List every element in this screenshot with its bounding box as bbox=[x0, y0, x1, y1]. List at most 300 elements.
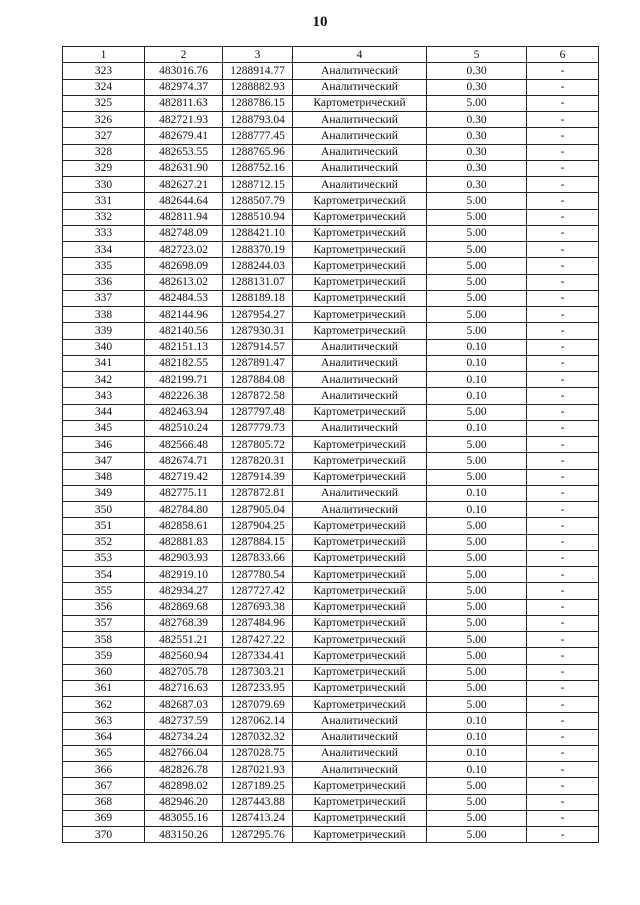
x-coordinate-cell: 482199.71 bbox=[145, 372, 223, 388]
column-header: 5 bbox=[427, 47, 527, 63]
point-number-cell: 332 bbox=[63, 209, 145, 225]
x-coordinate-cell: 482811.63 bbox=[145, 95, 223, 111]
method-cell: Картометрический bbox=[293, 664, 427, 680]
accuracy-cell: 5.00 bbox=[427, 567, 527, 583]
x-coordinate-cell: 482698.09 bbox=[145, 258, 223, 274]
accuracy-cell: 5.00 bbox=[427, 225, 527, 241]
table-row bbox=[63, 469, 599, 485]
point-number-cell: 324 bbox=[63, 79, 145, 95]
note-cell: - bbox=[527, 388, 599, 404]
x-coordinate-cell: 482687.03 bbox=[145, 697, 223, 713]
accuracy-cell: 0.10 bbox=[427, 502, 527, 518]
note-cell: - bbox=[527, 697, 599, 713]
point-number-cell: 323 bbox=[63, 63, 145, 79]
accuracy-cell: 5.00 bbox=[427, 534, 527, 550]
accuracy-cell: 5.00 bbox=[427, 697, 527, 713]
table-row bbox=[63, 79, 599, 95]
x-coordinate-cell: 482510.24 bbox=[145, 420, 223, 436]
table-body bbox=[63, 63, 599, 843]
x-coordinate-cell: 483055.16 bbox=[145, 810, 223, 826]
table-row bbox=[63, 160, 599, 176]
accuracy-cell: 5.00 bbox=[427, 810, 527, 826]
table-row bbox=[63, 290, 599, 306]
x-coordinate-cell: 482974.37 bbox=[145, 79, 223, 95]
method-cell: Картометрический bbox=[293, 534, 427, 550]
x-coordinate-cell: 482719.42 bbox=[145, 469, 223, 485]
y-coordinate-cell: 1287954.27 bbox=[223, 307, 293, 323]
accuracy-cell: 5.00 bbox=[427, 437, 527, 453]
accuracy-cell: 0.10 bbox=[427, 388, 527, 404]
y-coordinate-cell: 1288507.79 bbox=[223, 193, 293, 209]
note-cell: - bbox=[527, 160, 599, 176]
accuracy-cell: 5.00 bbox=[427, 290, 527, 306]
accuracy-cell: 5.00 bbox=[427, 404, 527, 420]
table-row bbox=[63, 680, 599, 696]
y-coordinate-cell: 1288244.03 bbox=[223, 258, 293, 274]
method-cell: Аналитический bbox=[293, 144, 427, 160]
x-coordinate-cell: 482560.94 bbox=[145, 648, 223, 664]
x-coordinate-cell: 482919.10 bbox=[145, 567, 223, 583]
accuracy-cell: 0.10 bbox=[427, 713, 527, 729]
note-cell: - bbox=[527, 144, 599, 160]
x-coordinate-cell: 482723.02 bbox=[145, 242, 223, 258]
method-cell: Аналитический bbox=[293, 177, 427, 193]
note-cell: - bbox=[527, 225, 599, 241]
note-cell: - bbox=[527, 420, 599, 436]
method-cell: Картометрический bbox=[293, 95, 427, 111]
table-row bbox=[63, 355, 599, 371]
table-row bbox=[63, 794, 599, 810]
accuracy-cell: 0.10 bbox=[427, 355, 527, 371]
method-cell: Картометрический bbox=[293, 258, 427, 274]
accuracy-cell: 0.10 bbox=[427, 420, 527, 436]
y-coordinate-cell: 1288914.77 bbox=[223, 63, 293, 79]
table-row bbox=[63, 144, 599, 160]
y-coordinate-cell: 1287032.32 bbox=[223, 729, 293, 745]
note-cell: - bbox=[527, 79, 599, 95]
table-row bbox=[63, 420, 599, 436]
method-cell: Аналитический bbox=[293, 112, 427, 128]
y-coordinate-cell: 1287779.73 bbox=[223, 420, 293, 436]
note-cell: - bbox=[527, 729, 599, 745]
table-row bbox=[63, 778, 599, 794]
point-number-cell: 351 bbox=[63, 518, 145, 534]
point-number-cell: 365 bbox=[63, 745, 145, 761]
table-row bbox=[63, 193, 599, 209]
method-cell: Картометрический bbox=[293, 437, 427, 453]
method-cell: Картометрический bbox=[293, 242, 427, 258]
x-coordinate-cell: 482151.13 bbox=[145, 339, 223, 355]
table-header-row bbox=[63, 47, 599, 63]
note-cell: - bbox=[527, 437, 599, 453]
accuracy-cell: 5.00 bbox=[427, 632, 527, 648]
point-number-cell: 366 bbox=[63, 762, 145, 778]
accuracy-cell: 5.00 bbox=[427, 583, 527, 599]
method-cell: Картометрический bbox=[293, 778, 427, 794]
y-coordinate-cell: 1288765.96 bbox=[223, 144, 293, 160]
method-cell: Аналитический bbox=[293, 388, 427, 404]
note-cell: - bbox=[527, 680, 599, 696]
accuracy-cell: 0.30 bbox=[427, 128, 527, 144]
table-row bbox=[63, 550, 599, 566]
note-cell: - bbox=[527, 745, 599, 761]
point-number-cell: 330 bbox=[63, 177, 145, 193]
y-coordinate-cell: 1288712.15 bbox=[223, 177, 293, 193]
accuracy-cell: 5.00 bbox=[427, 307, 527, 323]
table-row bbox=[63, 388, 599, 404]
x-coordinate-cell: 482881.83 bbox=[145, 534, 223, 550]
method-cell: Картометрический bbox=[293, 567, 427, 583]
method-cell: Аналитический bbox=[293, 63, 427, 79]
x-coordinate-cell: 483016.76 bbox=[145, 63, 223, 79]
accuracy-cell: 0.30 bbox=[427, 160, 527, 176]
note-cell: - bbox=[527, 599, 599, 615]
point-number-cell: 358 bbox=[63, 632, 145, 648]
point-number-cell: 344 bbox=[63, 404, 145, 420]
method-cell: Картометрический bbox=[293, 323, 427, 339]
x-coordinate-cell: 482775.11 bbox=[145, 485, 223, 501]
y-coordinate-cell: 1287295.76 bbox=[223, 827, 293, 843]
table-row bbox=[63, 762, 599, 778]
point-number-cell: 350 bbox=[63, 502, 145, 518]
accuracy-cell: 5.00 bbox=[427, 453, 527, 469]
y-coordinate-cell: 1288882.93 bbox=[223, 79, 293, 95]
accuracy-cell: 5.00 bbox=[427, 615, 527, 631]
accuracy-cell: 5.00 bbox=[427, 258, 527, 274]
point-number-cell: 331 bbox=[63, 193, 145, 209]
y-coordinate-cell: 1287797.48 bbox=[223, 404, 293, 420]
note-cell: - bbox=[527, 112, 599, 128]
point-number-cell: 339 bbox=[63, 323, 145, 339]
table-row bbox=[63, 502, 599, 518]
x-coordinate-cell: 482766.04 bbox=[145, 745, 223, 761]
y-coordinate-cell: 1287334.41 bbox=[223, 648, 293, 664]
table-row bbox=[63, 599, 599, 615]
y-coordinate-cell: 1287872.81 bbox=[223, 485, 293, 501]
x-coordinate-cell: 482858.61 bbox=[145, 518, 223, 534]
note-cell: - bbox=[527, 534, 599, 550]
y-coordinate-cell: 1287884.08 bbox=[223, 372, 293, 388]
accuracy-cell: 5.00 bbox=[427, 550, 527, 566]
x-coordinate-cell: 482768.39 bbox=[145, 615, 223, 631]
note-cell: - bbox=[527, 794, 599, 810]
point-number-cell: 352 bbox=[63, 534, 145, 550]
note-cell: - bbox=[527, 648, 599, 664]
y-coordinate-cell: 1287303.21 bbox=[223, 664, 293, 680]
x-coordinate-cell: 482903.93 bbox=[145, 550, 223, 566]
table-row bbox=[63, 112, 599, 128]
y-coordinate-cell: 1288131.07 bbox=[223, 274, 293, 290]
x-coordinate-cell: 482784.80 bbox=[145, 502, 223, 518]
y-coordinate-cell: 1288421.10 bbox=[223, 225, 293, 241]
y-coordinate-cell: 1288752.16 bbox=[223, 160, 293, 176]
note-cell: - bbox=[527, 339, 599, 355]
y-coordinate-cell: 1287693.38 bbox=[223, 599, 293, 615]
note-cell: - bbox=[527, 372, 599, 388]
table-row bbox=[63, 648, 599, 664]
table-row bbox=[63, 372, 599, 388]
accuracy-cell: 0.30 bbox=[427, 79, 527, 95]
method-cell: Картометрический bbox=[293, 632, 427, 648]
y-coordinate-cell: 1288370.19 bbox=[223, 242, 293, 258]
x-coordinate-cell: 482144.96 bbox=[145, 307, 223, 323]
point-number-cell: 353 bbox=[63, 550, 145, 566]
column-header: 3 bbox=[223, 47, 293, 63]
point-number-cell: 335 bbox=[63, 258, 145, 274]
table-row bbox=[63, 225, 599, 241]
point-number-cell: 359 bbox=[63, 648, 145, 664]
point-number-cell: 364 bbox=[63, 729, 145, 745]
note-cell: - bbox=[527, 550, 599, 566]
accuracy-cell: 5.00 bbox=[427, 648, 527, 664]
y-coordinate-cell: 1287427.22 bbox=[223, 632, 293, 648]
point-number-cell: 329 bbox=[63, 160, 145, 176]
table-row bbox=[63, 453, 599, 469]
x-coordinate-cell: 482551.21 bbox=[145, 632, 223, 648]
table-row bbox=[63, 177, 599, 193]
y-coordinate-cell: 1287189.25 bbox=[223, 778, 293, 794]
x-coordinate-cell: 482898.02 bbox=[145, 778, 223, 794]
note-cell: - bbox=[527, 762, 599, 778]
point-number-cell: 368 bbox=[63, 794, 145, 810]
accuracy-cell: 0.30 bbox=[427, 63, 527, 79]
note-cell: - bbox=[527, 810, 599, 826]
point-number-cell: 340 bbox=[63, 339, 145, 355]
note-cell: - bbox=[527, 778, 599, 794]
column-header: 6 bbox=[527, 47, 599, 63]
table-row bbox=[63, 713, 599, 729]
method-cell: Картометрический bbox=[293, 225, 427, 241]
y-coordinate-cell: 1287805.72 bbox=[223, 437, 293, 453]
note-cell: - bbox=[527, 664, 599, 680]
table-row bbox=[63, 437, 599, 453]
point-number-cell: 356 bbox=[63, 599, 145, 615]
x-coordinate-cell: 482734.24 bbox=[145, 729, 223, 745]
point-number-cell: 341 bbox=[63, 355, 145, 371]
note-cell: - bbox=[527, 242, 599, 258]
x-coordinate-cell: 482721.93 bbox=[145, 112, 223, 128]
note-cell: - bbox=[527, 95, 599, 111]
accuracy-cell: 0.30 bbox=[427, 112, 527, 128]
method-cell: Картометрический bbox=[293, 697, 427, 713]
note-cell: - bbox=[527, 502, 599, 518]
y-coordinate-cell: 1287905.04 bbox=[223, 502, 293, 518]
accuracy-cell: 0.30 bbox=[427, 177, 527, 193]
accuracy-cell: 0.10 bbox=[427, 729, 527, 745]
y-coordinate-cell: 1287820.31 bbox=[223, 453, 293, 469]
y-coordinate-cell: 1287891.47 bbox=[223, 355, 293, 371]
page-number: 10 bbox=[312, 14, 328, 30]
note-cell: - bbox=[527, 518, 599, 534]
y-coordinate-cell: 1287930.31 bbox=[223, 323, 293, 339]
column-header: 1 bbox=[63, 47, 145, 63]
note-cell: - bbox=[527, 63, 599, 79]
point-number-cell: 357 bbox=[63, 615, 145, 631]
point-number-cell: 345 bbox=[63, 420, 145, 436]
table-row bbox=[63, 95, 599, 111]
y-coordinate-cell: 1287904.25 bbox=[223, 518, 293, 534]
accuracy-cell: 0.10 bbox=[427, 485, 527, 501]
method-cell: Аналитический bbox=[293, 485, 427, 501]
point-number-cell: 355 bbox=[63, 583, 145, 599]
y-coordinate-cell: 1287233.95 bbox=[223, 680, 293, 696]
x-coordinate-cell: 482140.56 bbox=[145, 323, 223, 339]
point-number-cell: 346 bbox=[63, 437, 145, 453]
table-row bbox=[63, 128, 599, 144]
table-row bbox=[63, 567, 599, 583]
point-number-cell: 363 bbox=[63, 713, 145, 729]
point-number-cell: 362 bbox=[63, 697, 145, 713]
point-number-cell: 349 bbox=[63, 485, 145, 501]
note-cell: - bbox=[527, 323, 599, 339]
method-cell: Аналитический bbox=[293, 713, 427, 729]
x-coordinate-cell: 483150.26 bbox=[145, 827, 223, 843]
point-number-cell: 360 bbox=[63, 664, 145, 680]
table-row bbox=[63, 307, 599, 323]
x-coordinate-cell: 482226.38 bbox=[145, 388, 223, 404]
method-cell: Аналитический bbox=[293, 128, 427, 144]
point-number-cell: 327 bbox=[63, 128, 145, 144]
method-cell: Картометрический bbox=[293, 615, 427, 631]
x-coordinate-cell: 482182.55 bbox=[145, 355, 223, 371]
x-coordinate-cell: 482934.27 bbox=[145, 583, 223, 599]
table-row bbox=[63, 745, 599, 761]
x-coordinate-cell: 482705.78 bbox=[145, 664, 223, 680]
method-cell: Картометрический bbox=[293, 550, 427, 566]
method-cell: Картометрический bbox=[293, 453, 427, 469]
point-number-cell: 347 bbox=[63, 453, 145, 469]
note-cell: - bbox=[527, 485, 599, 501]
x-coordinate-cell: 482644.64 bbox=[145, 193, 223, 209]
note-cell: - bbox=[527, 615, 599, 631]
method-cell: Аналитический bbox=[293, 502, 427, 518]
x-coordinate-cell: 482737.59 bbox=[145, 713, 223, 729]
accuracy-cell: 5.00 bbox=[427, 323, 527, 339]
y-coordinate-cell: 1288189.18 bbox=[223, 290, 293, 306]
table-row bbox=[63, 632, 599, 648]
x-coordinate-cell: 482716.63 bbox=[145, 680, 223, 696]
table-row bbox=[63, 664, 599, 680]
y-coordinate-cell: 1288793.04 bbox=[223, 112, 293, 128]
method-cell: Картометрический bbox=[293, 827, 427, 843]
column-header: 2 bbox=[145, 47, 223, 63]
y-coordinate-cell: 1287484.96 bbox=[223, 615, 293, 631]
x-coordinate-cell: 482627.21 bbox=[145, 177, 223, 193]
accuracy-cell: 5.00 bbox=[427, 242, 527, 258]
y-coordinate-cell: 1287872.58 bbox=[223, 388, 293, 404]
x-coordinate-cell: 482566.48 bbox=[145, 437, 223, 453]
y-coordinate-cell: 1287914.57 bbox=[223, 339, 293, 355]
table-row bbox=[63, 485, 599, 501]
table-row bbox=[63, 827, 599, 843]
accuracy-cell: 5.00 bbox=[427, 469, 527, 485]
note-cell: - bbox=[527, 453, 599, 469]
x-coordinate-cell: 482613.02 bbox=[145, 274, 223, 290]
table-row bbox=[63, 729, 599, 745]
method-cell: Аналитический bbox=[293, 339, 427, 355]
method-cell: Картометрический bbox=[293, 274, 427, 290]
note-cell: - bbox=[527, 258, 599, 274]
note-cell: - bbox=[527, 827, 599, 843]
point-number-cell: 342 bbox=[63, 372, 145, 388]
y-coordinate-cell: 1287062.14 bbox=[223, 713, 293, 729]
note-cell: - bbox=[527, 193, 599, 209]
y-coordinate-cell: 1287833.66 bbox=[223, 550, 293, 566]
accuracy-cell: 5.00 bbox=[427, 778, 527, 794]
method-cell: Картометрический bbox=[293, 307, 427, 323]
y-coordinate-cell: 1288777.45 bbox=[223, 128, 293, 144]
method-cell: Картометрический bbox=[293, 599, 427, 615]
point-number-cell: 337 bbox=[63, 290, 145, 306]
accuracy-cell: 5.00 bbox=[427, 518, 527, 534]
point-number-cell: 334 bbox=[63, 242, 145, 258]
point-number-cell: 367 bbox=[63, 778, 145, 794]
y-coordinate-cell: 1287443.88 bbox=[223, 794, 293, 810]
point-number-cell: 336 bbox=[63, 274, 145, 290]
table-row bbox=[63, 242, 599, 258]
x-coordinate-cell: 482463.94 bbox=[145, 404, 223, 420]
accuracy-cell: 5.00 bbox=[427, 209, 527, 225]
point-number-cell: 361 bbox=[63, 680, 145, 696]
table-row bbox=[63, 209, 599, 225]
table-row bbox=[63, 810, 599, 826]
point-number-cell: 338 bbox=[63, 307, 145, 323]
table-row bbox=[63, 63, 599, 79]
y-coordinate-cell: 1287780.54 bbox=[223, 567, 293, 583]
point-number-cell: 326 bbox=[63, 112, 145, 128]
table-row bbox=[63, 323, 599, 339]
column-header: 4 bbox=[293, 47, 427, 63]
y-coordinate-cell: 1287021.93 bbox=[223, 762, 293, 778]
note-cell: - bbox=[527, 274, 599, 290]
method-cell: Аналитический bbox=[293, 160, 427, 176]
accuracy-cell: 5.00 bbox=[427, 274, 527, 290]
point-number-cell: 354 bbox=[63, 567, 145, 583]
table-row bbox=[63, 534, 599, 550]
note-cell: - bbox=[527, 583, 599, 599]
method-cell: Картометрический bbox=[293, 794, 427, 810]
table-row bbox=[63, 258, 599, 274]
table-row bbox=[63, 274, 599, 290]
table-row bbox=[63, 583, 599, 599]
y-coordinate-cell: 1288510.94 bbox=[223, 209, 293, 225]
y-coordinate-cell: 1288786.15 bbox=[223, 95, 293, 111]
note-cell: - bbox=[527, 128, 599, 144]
method-cell: Картометрический bbox=[293, 404, 427, 420]
note-cell: - bbox=[527, 355, 599, 371]
note-cell: - bbox=[527, 713, 599, 729]
point-number-cell: 333 bbox=[63, 225, 145, 241]
x-coordinate-cell: 482674.71 bbox=[145, 453, 223, 469]
x-coordinate-cell: 482869.68 bbox=[145, 599, 223, 615]
note-cell: - bbox=[527, 290, 599, 306]
x-coordinate-cell: 482679.41 bbox=[145, 128, 223, 144]
accuracy-cell: 0.10 bbox=[427, 762, 527, 778]
method-cell: Аналитический bbox=[293, 762, 427, 778]
x-coordinate-cell: 482631.90 bbox=[145, 160, 223, 176]
point-number-cell: 348 bbox=[63, 469, 145, 485]
method-cell: Картометрический bbox=[293, 193, 427, 209]
coordinates-table bbox=[62, 46, 599, 843]
x-coordinate-cell: 482748.09 bbox=[145, 225, 223, 241]
accuracy-cell: 5.00 bbox=[427, 664, 527, 680]
table-row bbox=[63, 339, 599, 355]
x-coordinate-cell: 482653.55 bbox=[145, 144, 223, 160]
note-cell: - bbox=[527, 307, 599, 323]
y-coordinate-cell: 1287413.24 bbox=[223, 810, 293, 826]
method-cell: Аналитический bbox=[293, 729, 427, 745]
y-coordinate-cell: 1287914.39 bbox=[223, 469, 293, 485]
